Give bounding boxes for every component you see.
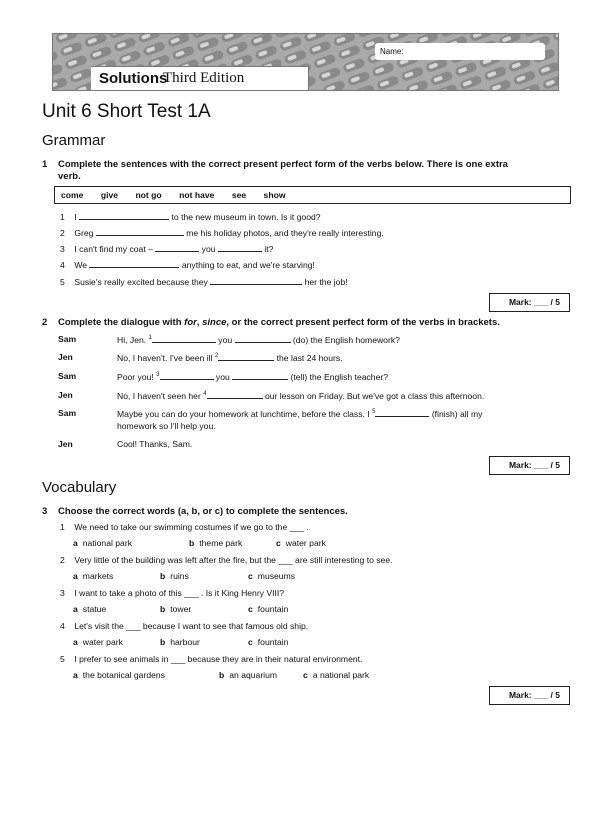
option-a[interactable]: a the botanical gardens: [73, 670, 165, 680]
dialogue-text: Hi, Jen.: [117, 335, 149, 345]
logo: [91, 66, 309, 90]
option-b[interactable]: b tower: [160, 604, 192, 614]
q1-instruction-line1: Complete the sentences with the correct present perfect form of the verbs below. There is one extra: [58, 159, 508, 170]
item-text: We need to take our swimming costumes if we go to the ___ .: [74, 522, 309, 532]
name-label: Name:: [380, 47, 404, 56]
q2-instruction: [58, 317, 500, 328]
logo-title: Solutions: [99, 70, 168, 87]
item-text: Susie's really excited because they: [74, 277, 208, 287]
dialogue-text: No, I haven't seen her: [117, 391, 204, 401]
list-item: [60, 227, 384, 238]
item-text: me his holiday photos, and they're really interesting.: [186, 228, 384, 238]
list-item: [60, 621, 308, 631]
item-text: you: [201, 244, 216, 254]
q3-instruction: Choose the correct words (a, b, or c) to complete the sentences.: [58, 506, 348, 517]
answer-blank[interactable]: [79, 211, 169, 220]
item-number: 2: [60, 555, 65, 565]
instruction-text: for: [184, 317, 197, 328]
list-item: [60, 211, 321, 222]
question-number: 3: [42, 506, 48, 517]
option-c[interactable]: c museums: [248, 571, 296, 581]
item-text: I prefer to see animals in ___ because they are in their natural environment.: [74, 654, 363, 664]
answer-blank[interactable]: [89, 259, 179, 268]
speaker-name: Sam: [58, 408, 77, 418]
item-number: 4: [60, 260, 65, 270]
answer-blank[interactable]: [96, 227, 184, 236]
dialogue-text: you: [215, 372, 230, 382]
option-c[interactable]: c fountain: [248, 637, 289, 647]
item-text: We: [74, 260, 88, 270]
item-number: 2: [60, 228, 65, 238]
dialogue-text: Poor you!: [117, 372, 157, 382]
item-number: 5: [60, 654, 65, 664]
word-box-item: give: [100, 190, 119, 200]
dialogue-line: [117, 334, 400, 345]
speaker-name: Sam: [58, 334, 77, 344]
item-number: 3: [60, 588, 65, 598]
page-title: Unit 6 Short Test 1A: [42, 101, 211, 122]
dialogue-line: Cool! Thanks, Sam.: [117, 439, 193, 449]
logo-edition: Third Edition: [163, 70, 245, 86]
item-number: 1: [60, 212, 65, 222]
item-number: 3: [60, 244, 65, 254]
option-a[interactable]: a national park: [73, 538, 132, 548]
dialogue-text: No, I haven't. I've been ill: [117, 353, 215, 363]
dialogue-line: [117, 408, 482, 419]
question-number: 2: [42, 317, 48, 328]
dialogue-line: [117, 371, 388, 382]
q1-instruction-line2: verb.: [58, 171, 81, 182]
mark-box[interactable]: Mark: ___ / 5: [489, 293, 570, 312]
word-box-item: see: [231, 190, 247, 200]
mark-box[interactable]: Mark: ___ / 5: [489, 686, 570, 705]
item-text: Greg: [74, 228, 94, 238]
option-a[interactable]: a statue: [73, 604, 107, 614]
item-number: 5: [60, 277, 65, 287]
instruction-text: , or the correct present perfect form of the verbs in brackets.: [226, 317, 500, 328]
mark-box[interactable]: Mark: ___ / 5: [489, 456, 570, 475]
list-item: [60, 276, 348, 287]
answer-blank[interactable]: [210, 276, 302, 285]
speaker-name: Sam: [58, 371, 77, 381]
speaker-name: Jen: [58, 390, 73, 400]
list-item: [60, 522, 309, 532]
option-a[interactable]: a markets: [73, 571, 114, 581]
item-text: it?: [264, 244, 274, 254]
header-banner: [52, 33, 559, 91]
list-item: [60, 243, 273, 254]
item-number: 1: [60, 522, 65, 532]
option-b[interactable]: b harbour: [160, 637, 200, 647]
vocabulary-heading: Vocabulary: [42, 479, 117, 496]
dialogue-text: (do) the English homework?: [292, 335, 400, 345]
item-text: her the job!: [304, 277, 348, 287]
dialogue-text: our lesson on Friday. But we've got a class this afternoon.: [264, 391, 485, 401]
item-text: Very little of the building was left after the fire, but the ___ are still interesting to see.: [74, 555, 393, 565]
list-item: [60, 555, 393, 565]
item-number: 4: [60, 621, 65, 631]
gap-number: 4: [203, 391, 207, 398]
dialogue-text: (tell) the English teacher?: [290, 372, 388, 382]
grammar-heading: Grammar: [42, 132, 106, 149]
gap-number: 5: [372, 409, 376, 416]
answer-blank[interactable]: [218, 352, 274, 361]
question-number: 1: [42, 159, 48, 170]
option-c[interactable]: c fountain: [248, 604, 289, 614]
list-item: [60, 588, 284, 598]
dialogue-text: you: [218, 335, 233, 345]
speaker-name: Jen: [58, 439, 73, 449]
option-c[interactable]: c a national park: [303, 670, 370, 680]
word-box: [54, 186, 571, 204]
dialogue-line-continued: homework so I'll help you.: [117, 421, 216, 431]
dialogue-text: Maybe you can do your homework at lunchtime, before the class. I: [117, 409, 373, 419]
item-text: I want to take a photo of this ___ . Is it King Henry VIII?: [74, 588, 285, 598]
answer-blank[interactable]: [232, 371, 288, 380]
gap-number: 3: [156, 372, 160, 379]
list-item: [60, 259, 315, 270]
name-field[interactable]: [375, 43, 545, 60]
option-a[interactable]: a water park: [73, 637, 123, 647]
answer-blank[interactable]: [155, 243, 199, 252]
answer-blank[interactable]: [207, 390, 263, 399]
dialogue-text: the last 24 hours.: [276, 353, 343, 363]
dialogue-line: [117, 390, 484, 401]
gap-number: 2: [214, 353, 219, 360]
gap-number: 1: [148, 335, 152, 342]
answer-blank[interactable]: [218, 243, 262, 252]
dialogue-line: [117, 352, 343, 363]
instruction-text: Complete the dialogue with: [58, 317, 185, 328]
answer-blank[interactable]: [160, 371, 214, 380]
answer-blank[interactable]: [152, 334, 216, 343]
word-box-item: show: [263, 190, 286, 200]
instruction-text: since: [202, 317, 227, 328]
option-b[interactable]: b ruins: [160, 571, 189, 581]
option-b[interactable]: b theme park: [189, 538, 243, 548]
answer-blank[interactable]: [235, 334, 291, 343]
dialogue-text: (finish) all my: [431, 409, 483, 419]
answer-blank[interactable]: [375, 408, 429, 417]
item-text: to the new museum in town. Is it good?: [171, 212, 321, 222]
item-text: Let's visit the ___ because I want to see that famous old ship.: [74, 621, 309, 631]
word-box-item: not have: [179, 190, 215, 200]
option-b[interactable]: b an aquarium: [219, 670, 278, 680]
item-text: I can't find my coat –: [74, 244, 153, 254]
word-box-item: not go: [135, 190, 162, 200]
option-c[interactable]: c water park: [276, 538, 326, 548]
list-item: [60, 654, 362, 664]
word-box-item: come: [61, 190, 84, 200]
item-text: I: [74, 212, 77, 222]
item-text: anything to eat, and we're starving!: [181, 260, 315, 270]
speaker-name: Jen: [58, 352, 73, 362]
instruction-text: ,: [196, 317, 203, 328]
